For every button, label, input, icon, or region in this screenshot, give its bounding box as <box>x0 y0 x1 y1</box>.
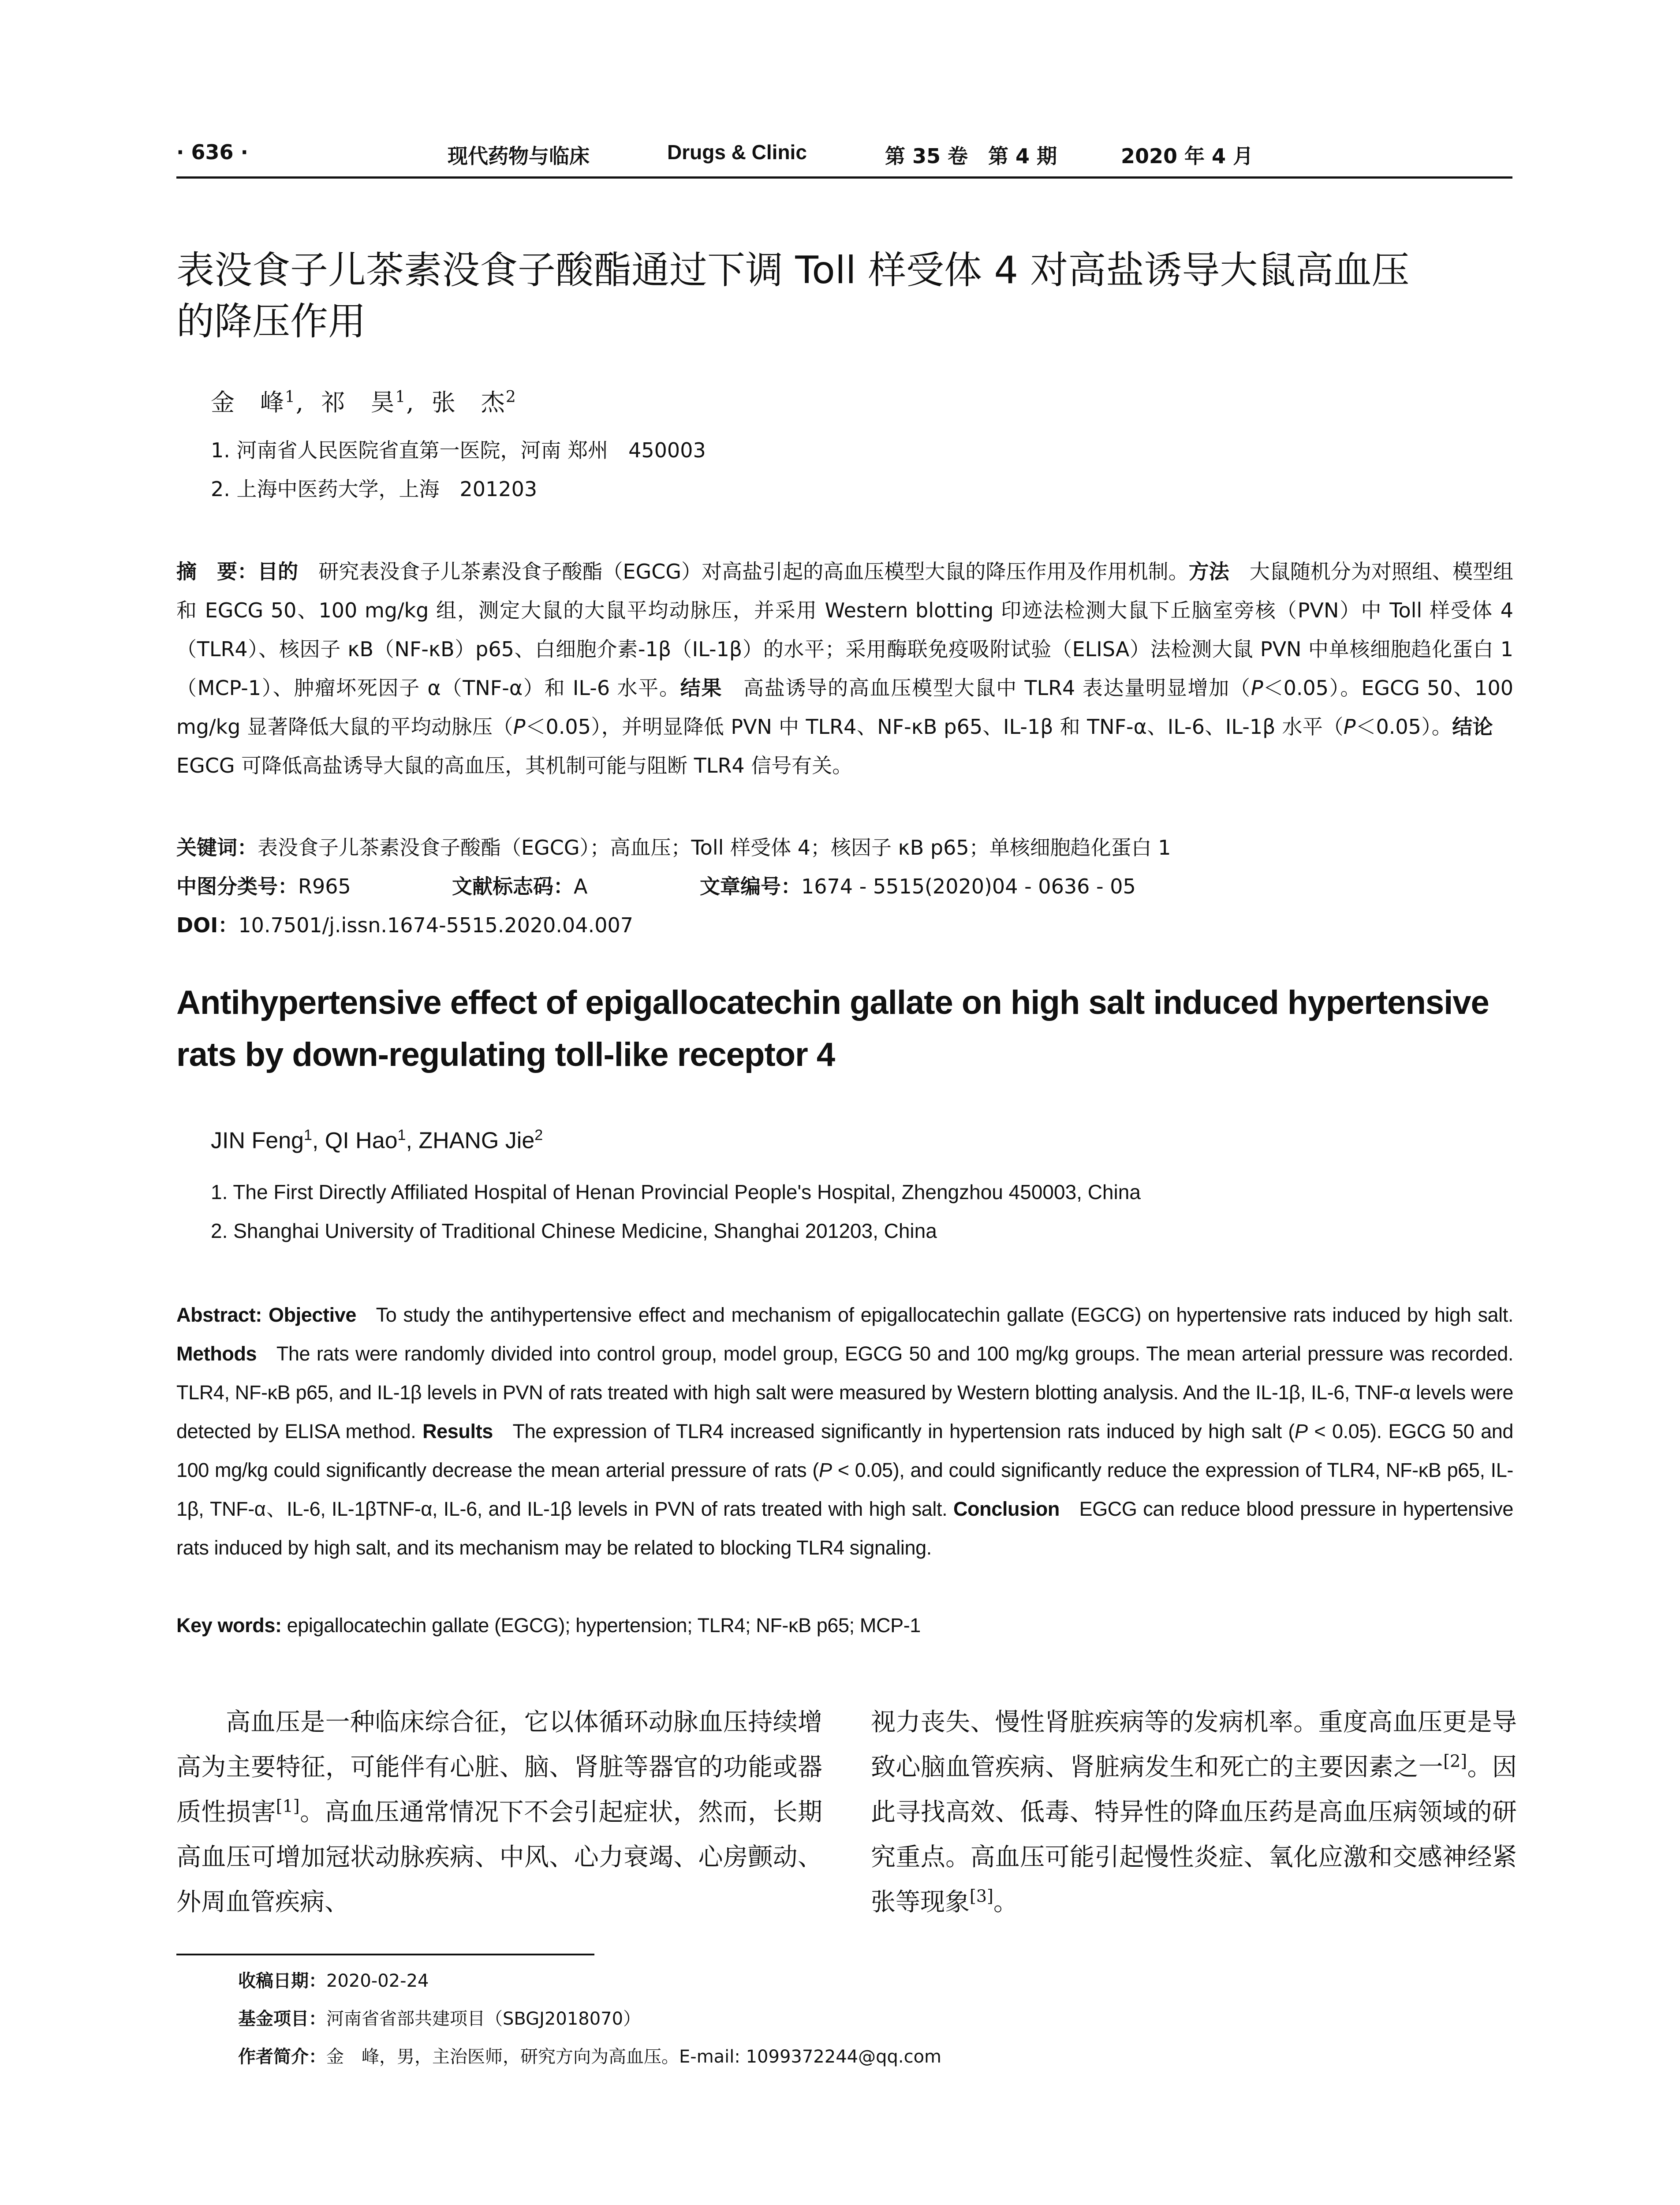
clc-label: 中图分类号： <box>176 875 298 898</box>
conclusion-cn: EGCG 可降低高盐诱导大鼠的高血压，其机制可能与阻断 TLR4 信号有关。 <box>176 754 853 777</box>
results-en-c: < 0.05), and could significantly reduce the expression of TLR4, NF-κB p65, IL-1β, TNF-α、IL-6, IL-1βTNF-α, IL-6, and IL-1β levels in PVN of rats treated with high salt. <box>176 1459 1513 1520</box>
p-symbol: P <box>1251 676 1263 700</box>
keywords-en <box>176 1606 1513 1645</box>
author-cn-1: 金 峰 <box>211 389 285 416</box>
issue-date: 2020 年 4 月 <box>1121 144 1254 168</box>
author-en-1: JIN Feng <box>211 1128 304 1154</box>
body-text: 。 <box>993 1888 1018 1917</box>
conclusion-cn-label: 结论 <box>1452 715 1493 739</box>
body-column-left <box>176 1700 822 1925</box>
fund-label: 基金项目： <box>238 2009 326 2029</box>
title-cn <box>176 245 1517 347</box>
doi-line <box>176 909 633 938</box>
article-no: 1674 - 5515(2020)04 - 0636 - 05 <box>801 875 1136 898</box>
keywords-en-text: epigallocatechin gallate (EGCG); hypertension; TLR4; NF-κB p65; MCP-1 <box>287 1614 921 1637</box>
footnote-received <box>238 1967 429 1992</box>
author-en-2: , QI Hao <box>312 1128 398 1154</box>
doi-value: 10.7501/j.issn.1674-5515.2020.04.007 <box>238 913 634 937</box>
citation-ref: [2] <box>1443 1751 1467 1771</box>
author-bio: 金 峰，男，主治医师，研究方向为高血压。E-mail: 1099372244@qq.com <box>326 2047 942 2067</box>
footnote-fund <box>238 2005 641 2030</box>
doc-code-label: 文献标志码： <box>452 875 574 898</box>
title-en <box>176 977 1517 1081</box>
methods-cn-label: 方法 <box>1188 560 1229 583</box>
authors-cn: 金 峰$^1$, 祁 昊$^1$, 张 杰$^2$ <box>211 388 517 416</box>
article-no-label: 文章编号： <box>700 875 801 898</box>
classification-line <box>176 871 1136 900</box>
results-en-b: < 0.05). EGCG 50 and 100 mg/kg could significantly decrease the mean arterial pressure of rats ( <box>176 1420 1513 1481</box>
abstract-en-label: Abstract: <box>176 1304 262 1326</box>
keywords-cn <box>176 832 1171 861</box>
header-rule <box>176 176 1512 179</box>
objective-en-label: Objective <box>268 1304 356 1326</box>
author-bio-label: 作者简介： <box>238 2047 326 2067</box>
journal-name-en: Drugs & Clinic <box>667 141 807 164</box>
abstract-cn-label: 摘 要： <box>176 560 258 583</box>
p-symbol: P <box>818 1459 832 1481</box>
running-header <box>176 140 1513 176</box>
footnote-author <box>238 2043 941 2068</box>
objective-en: To study the antihypertensive effect and mechanism of epigallocatechin gallate (EGCG) on hypertensive rats induced by high salt. <box>376 1304 1513 1326</box>
page-number: · 636 · <box>176 140 248 164</box>
results-en-a: The expression of TLR4 increased significantly in hypertension rats induced by high salt ( <box>512 1420 1295 1443</box>
affiliation-en-2: 2. Shanghai University of Traditional Chinese Medicine, Shanghai 201203, China <box>211 1219 937 1242</box>
results-en-label: Results <box>422 1420 493 1443</box>
doc-code: A <box>574 875 588 898</box>
author-cn-2: 祁 昊 <box>321 389 396 416</box>
results-cn-b: EGCG 50、100 mg/kg 显著降低大鼠的平均动脉压（ <box>176 676 1514 739</box>
journal-name-cn: 现代药物与临床 <box>448 144 590 168</box>
body-text: 视力丧失、慢性肾脏疾病等的发病机率。重度高血压更是导致心脑血管疾病、肾脏病发生和死亡的主要因素之一 <box>871 1708 1517 1782</box>
title-en-line-1: Antihypertensive effect of epigallocatechin gallate on high salt induced hypertensive <box>176 984 1489 1021</box>
title-cn-line-1: 表没食子儿茶素没食子酸酯通过下调 Toll 样受体 4 对高盐诱导大鼠高血压 <box>176 248 1410 292</box>
citation-ref: [3] <box>970 1886 993 1906</box>
affiliation-en-1: 1. The First Directly Affiliated Hospital of Henan Provincial People's Hospital, Zhengzhou 450003, China <box>211 1181 1141 1203</box>
author-en-3: , ZHANG Jie <box>406 1128 535 1154</box>
body-text: 。因此寻找高效、低毒、特异性的降血压药是高血压病领域的研究重点。高血压可能引起慢性炎症、氧化应激和交感神经紧张等现象 <box>871 1753 1517 1917</box>
received-date: 2020-02-24 <box>326 1971 429 1991</box>
footnote-rule <box>176 1954 594 1955</box>
title-en-line-2: rats by down-regulating toll-like receptor 4 <box>176 1036 835 1073</box>
p-value-3: ＜0.05）。 <box>1355 715 1452 739</box>
results-cn-label: 结果 <box>680 676 723 700</box>
conclusion-en: EGCG can reduce blood pressure in hypertensive rats induced by high salt, and its mechanism may be related to blocking TLR4 signaling. <box>176 1498 1513 1559</box>
body-text: 。高血压通常情况下不会引起症状，然而，长期高血压可增加冠状动脉疾病、中风、心力衰竭、心房颤动、外周血管疾病、 <box>176 1798 823 1917</box>
keywords-en-label: Key words: <box>176 1614 282 1637</box>
abstract-en <box>176 1296 1513 1567</box>
p-value-2: ＜0.05）， <box>525 715 622 739</box>
methods-cn: 大鼠随机分为对照组、模型组和 EGCG 50、100 mg/kg 组，测定大鼠的大鼠平均动脉压，并采用 Western blotting 印迹法检测大鼠下丘脑室旁核（PVN）中 Toll 样受体 4（TLR4）、核因子 κB（NF-κB）p65、白细胞介素-1β（IL-1β）的水平；采用酶联免疫吸附试验（ELISA）法检测大鼠 PVN 中单核细胞趋化蛋白 1（MCP-1）、肿瘤坏死因子 α（TNF-α）和 IL-6 水平。 <box>176 560 1514 700</box>
keywords-cn-text: 表没食子儿茶素没食子酸酯（EGCG）；高血压；Toll 样受体 4；核因子 κB p65；单核细胞趋化蛋白 1 <box>258 836 1171 860</box>
fund-text: 河南省省部共建项目（SBGJ2018070） <box>326 2009 641 2029</box>
p-symbol: P <box>513 715 526 739</box>
title-cn-line-2: 的降压作用 <box>176 299 366 344</box>
objective-cn-label: 目的 <box>258 560 299 583</box>
clc-code: R965 <box>298 875 351 898</box>
keywords-cn-label: 关键词： <box>176 836 258 860</box>
authors-en: JIN Feng$^1$, QI Hao$^1$, ZHANG Jie$^2$ <box>211 1127 543 1154</box>
objective-cn: 研究表没食子儿茶素没食子酸酯（EGCG）对高盐引起的高血压模型大鼠的降压作用及作用机制。 <box>318 560 1189 583</box>
affiliation-cn-1: 1. 河南省人民医院省直第一医院，河南 郑州 450003 <box>211 438 706 462</box>
p-value-1: ＜0.05）。 <box>1263 676 1362 700</box>
methods-en: The rats were randomly divided into control group, model group, EGCG 50 and 100 mg/kg groups. The mean arterial pressure was recorded. TLR4, NF-κB p65, and IL-1β levels in PVN of rats treated with high salt were measured by Western blotting analysis. And the IL-1β, IL-6, TNF-α levels were detected by ELISA method. <box>176 1342 1513 1443</box>
conclusion-en-label: Conclusion <box>953 1498 1060 1520</box>
abstract-cn <box>176 552 1513 785</box>
received-label: 收稿日期： <box>238 1971 326 1991</box>
citation-ref: [1] <box>276 1796 300 1816</box>
p-symbol: P <box>1343 715 1356 739</box>
results-cn-a: 高盐诱导的高血压模型大鼠中 TLR4 表达量明显增加（ <box>743 676 1251 700</box>
results-cn-c: 并明显降低 PVN 中 TLR4、NF-κB p65、IL-1β 和 TNF-α、IL-6、IL-1β 水平（ <box>622 715 1344 739</box>
methods-en-label: Methods <box>176 1342 257 1365</box>
volume-issue: 第 35 卷 第 4 期 <box>885 144 1057 168</box>
affiliation-cn-2: 2. 上海中医药大学，上海 201203 <box>211 477 538 501</box>
author-cn-3: 张 杰 <box>431 389 506 416</box>
p-symbol: P <box>1295 1420 1308 1443</box>
doi-label: DOI： <box>176 913 239 937</box>
body-text: 高血压是一种临床综合征，它以体循环动脉血压持续增高为主要特征，可能伴有心脏、脑、肾脏等器官的功能或器质性损害 <box>176 1708 822 1827</box>
body-column-right <box>871 1700 1517 1925</box>
